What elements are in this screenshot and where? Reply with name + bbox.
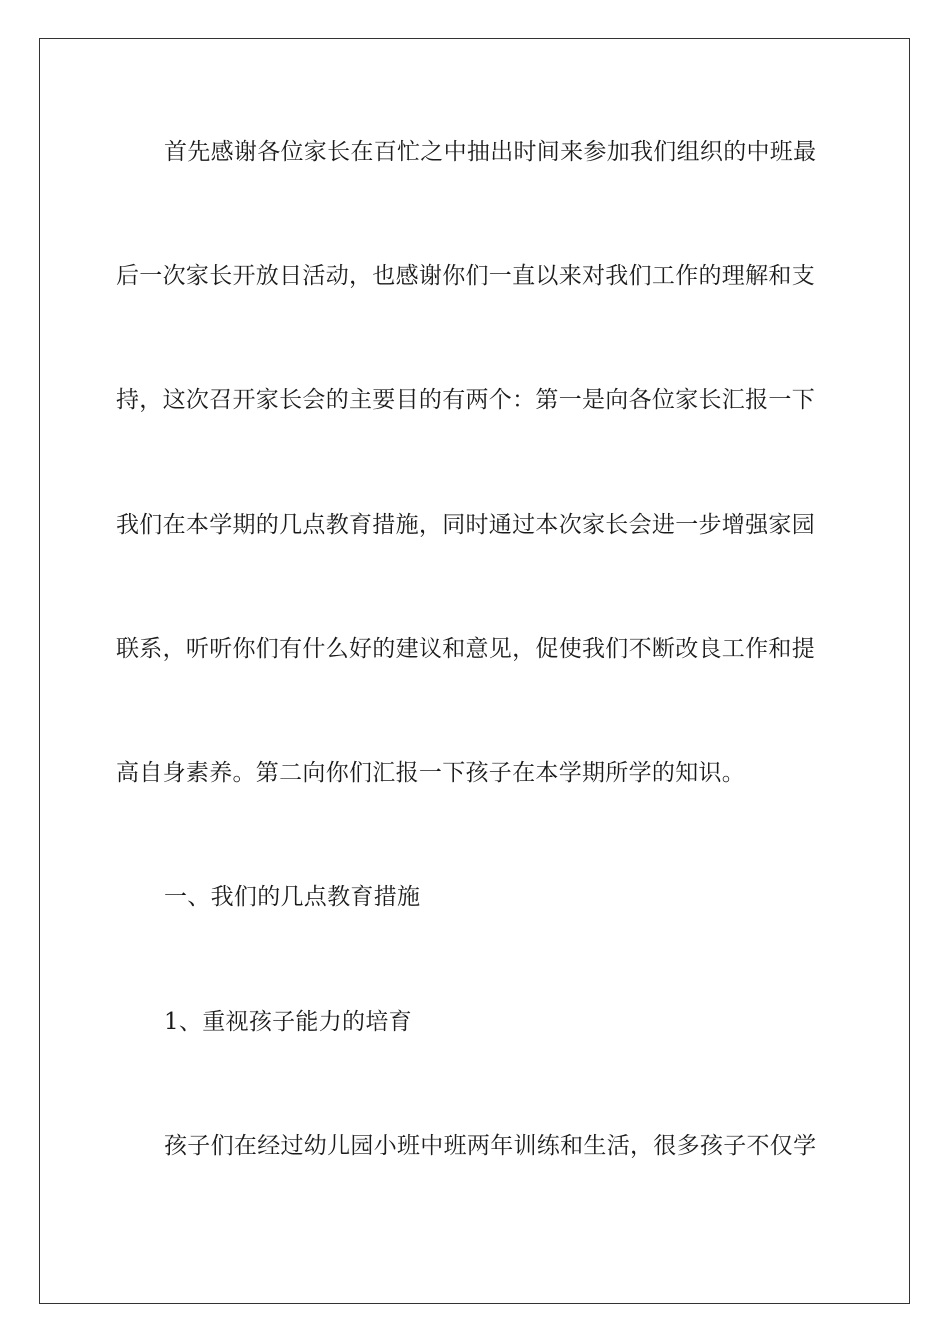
paragraph-intro-line-1: 首先感谢各位家长在百忙之中抽出时间来参加我们组织的中班最: [164, 139, 817, 165]
paragraph-intro-line-6: 高自身素养。第二向你们汇报一下孩子在本学期所学的知识。: [116, 760, 746, 786]
section-heading: 一、我们的几点教育措施: [164, 884, 421, 910]
paragraph-body-line-1: 孩子们在经过幼儿园小班中班两年训练和生活，很多孩子不仅学: [164, 1133, 817, 1159]
paragraph-intro-line-4: 我们在本学期的几点教育措施，同时通过本次家长会进一步增强家园: [116, 512, 815, 538]
subsection-heading: 1、重视孩子能力的培育: [164, 1009, 412, 1035]
paragraph-intro-line-2: 后一次家长开放日活动，也感谢你们一直以来对我们工作的理解和支: [116, 263, 815, 289]
paragraph-intro-line-3: 持，这次召开家长会的主要目的有两个：第一是向各位家长汇报一下: [116, 387, 815, 413]
paragraph-intro-line-5: 联系，听听你们有什么好的建议和意见，促使我们不断改良工作和提: [116, 636, 815, 662]
page-border: [39, 38, 910, 1304]
